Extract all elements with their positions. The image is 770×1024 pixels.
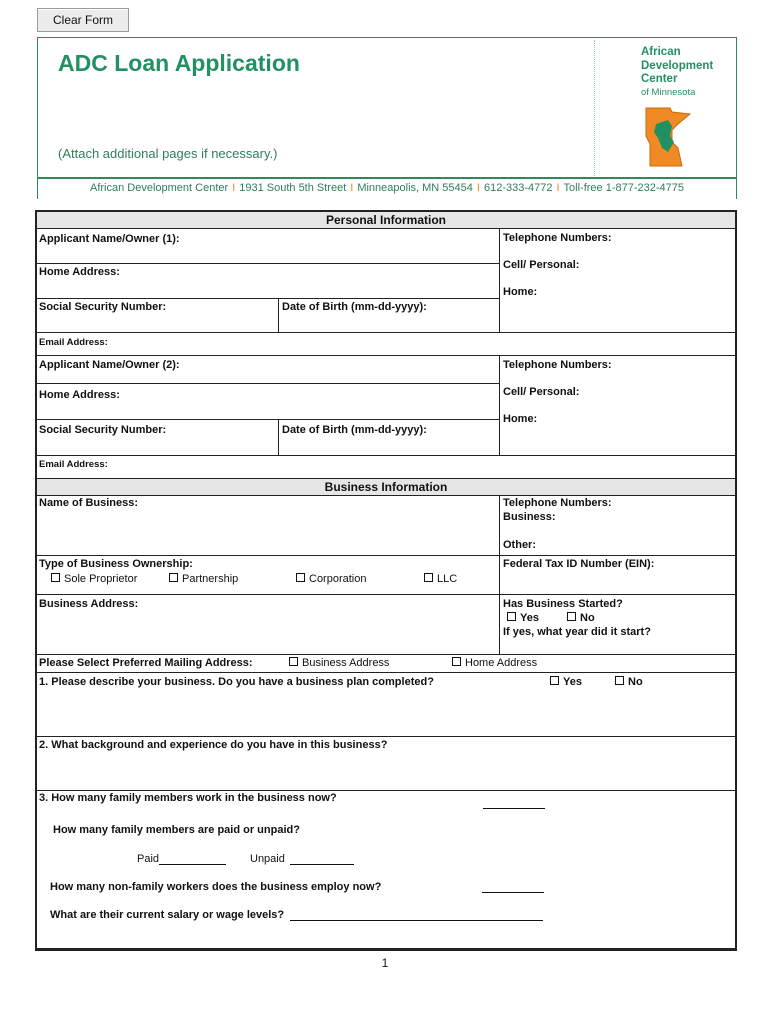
applicant1-ssn-label: Social Security Number: xyxy=(39,301,167,313)
business-started-no-text: No xyxy=(580,612,595,624)
page-title: ADC Loan Application xyxy=(58,50,300,76)
applicant2-phones-label: Telephone Numbers: xyxy=(503,359,612,371)
question-3c: How many non-family workers does the business employ now? xyxy=(50,881,382,893)
page-subtitle: (Attach additional pages if necessary.) xyxy=(58,146,278,161)
checkbox[interactable] xyxy=(615,676,624,685)
unpaid-answer-line[interactable] xyxy=(290,864,354,865)
applicant2-ssn-label: Social Security Number: xyxy=(39,424,167,436)
ein-label: Federal Tax ID Number (EIN): xyxy=(503,558,655,570)
footer-separator: I xyxy=(476,182,480,194)
checkbox[interactable] xyxy=(424,573,433,582)
applicant1-name-label: Applicant Name/Owner (1): xyxy=(39,233,180,245)
checkbox[interactable] xyxy=(507,612,516,621)
business-name-label: Name of Business: xyxy=(39,497,139,509)
header-divider xyxy=(594,40,595,180)
business-started-no[interactable] xyxy=(567,612,595,624)
ownership-corporation-text: Corporation xyxy=(309,573,367,585)
ownership-partnership-option[interactable] xyxy=(169,573,238,585)
footer-separator: I xyxy=(232,182,236,194)
applicant1-cell-label: Cell/ Personal: xyxy=(503,259,580,271)
applicant2-home-label: Home: xyxy=(503,413,538,425)
q1-no-text: No xyxy=(628,676,643,688)
header-footer-address xyxy=(38,177,736,200)
ownership-sole-option[interactable] xyxy=(51,573,137,585)
header-banner xyxy=(37,37,737,199)
applicant1-home-label: Home: xyxy=(503,286,538,298)
checkbox[interactable] xyxy=(289,657,298,666)
business-section-title: Business Information xyxy=(37,479,735,496)
clear-form-button[interactable]: Clear Form xyxy=(37,8,129,32)
applicant2-address-label: Home Address: xyxy=(39,389,120,401)
applicant1-email-label: Email Address: xyxy=(39,337,108,348)
ownership-corporation-option[interactable] xyxy=(296,573,366,585)
loan-form xyxy=(35,210,737,951)
checkbox[interactable] xyxy=(452,657,461,666)
applicant2-cell-label: Cell/ Personal: xyxy=(503,386,580,398)
question-2: 2. What background and experience do you have in this business? xyxy=(39,739,388,751)
q3c-answer-line[interactable] xyxy=(482,892,544,893)
footer-org: African Development Center xyxy=(89,182,229,194)
footer-separator: I xyxy=(350,182,354,194)
ownership-label: Type of Business Ownership: xyxy=(39,558,193,570)
checkbox[interactable] xyxy=(567,612,576,621)
mailing-home-text: Home Address xyxy=(465,657,538,669)
question-3: 3. How many family members work in the business now? xyxy=(39,792,337,804)
applicant1-address-label: Home Address: xyxy=(39,266,120,278)
mailing-home-option[interactable] xyxy=(452,657,537,669)
question-3b: How many family members are paid or unpaid? xyxy=(53,824,300,836)
applicant1-phones-label: Telephone Numbers: xyxy=(503,232,612,244)
business-started-yes-text: Yes xyxy=(520,612,539,624)
q3-answer-line[interactable] xyxy=(483,808,545,809)
logo-line-2: Development xyxy=(641,59,714,72)
q3d-answer-line[interactable] xyxy=(290,920,543,921)
logo-line-1: African xyxy=(641,46,681,58)
question-3d: What are their current salary or wage levels? xyxy=(50,909,285,921)
logo-subtext: of Minnesota xyxy=(641,87,696,98)
applicant1-dob-label: Date of Birth (mm-dd-yyyy): xyxy=(282,301,427,313)
question-1: 1. Please describe your business. Do you have a business plan completed? xyxy=(39,676,434,688)
ownership-llc-text: LLC xyxy=(437,573,458,585)
checkbox[interactable] xyxy=(51,573,60,582)
footer-tollfree: Toll-free 1-877-232-4775 xyxy=(563,182,685,194)
checkbox[interactable] xyxy=(296,573,305,582)
logo-text xyxy=(641,46,713,87)
ownership-partnership-text: Partnership xyxy=(182,573,239,585)
footer-city: Minneapolis, MN 55454 xyxy=(357,182,473,194)
applicant2-dob-label: Date of Birth (mm-dd-yyyy): xyxy=(282,424,427,436)
q1-yes-option[interactable] xyxy=(550,676,582,688)
footer-street: 1931 South 5th Street xyxy=(239,182,347,194)
footer-phone: 612-333-4772 xyxy=(483,182,553,194)
mailing-business-text: Business Address xyxy=(302,657,390,669)
minnesota-map-icon xyxy=(642,104,692,170)
paid-answer-line[interactable] xyxy=(159,864,226,865)
q1-yes-text: Yes xyxy=(563,676,582,688)
applicant2-email-label: Email Address: xyxy=(39,459,108,470)
business-phone-business-label: Business: xyxy=(503,511,556,523)
q1-no-option[interactable] xyxy=(615,676,643,688)
logo-line-3: Center xyxy=(641,73,678,85)
business-started-year-label: If yes, what year did it start? xyxy=(503,626,651,638)
checkbox[interactable] xyxy=(169,573,178,582)
ownership-llc-option[interactable] xyxy=(424,573,457,585)
ownership-sole-text: Sole Proprietor xyxy=(64,573,138,585)
mailing-label: Please Select Preferred Mailing Address: xyxy=(39,657,253,669)
business-started-yes[interactable] xyxy=(507,612,539,624)
unpaid-label: Unpaid xyxy=(250,853,285,865)
page-number: 1 xyxy=(381,956,389,970)
personal-section-title: Personal Information xyxy=(37,212,735,229)
checkbox[interactable] xyxy=(550,676,559,685)
business-address-label: Business Address: xyxy=(39,598,139,610)
mailing-business-option[interactable] xyxy=(289,657,389,669)
business-started-label: Has Business Started? xyxy=(503,598,623,610)
applicant2-name-label: Applicant Name/Owner (2): xyxy=(39,359,180,371)
business-phone-other-label: Other: xyxy=(503,539,536,551)
business-phones-label: Telephone Numbers: xyxy=(503,497,612,509)
paid-label: Paid xyxy=(137,853,160,865)
footer-separator: I xyxy=(556,182,560,194)
